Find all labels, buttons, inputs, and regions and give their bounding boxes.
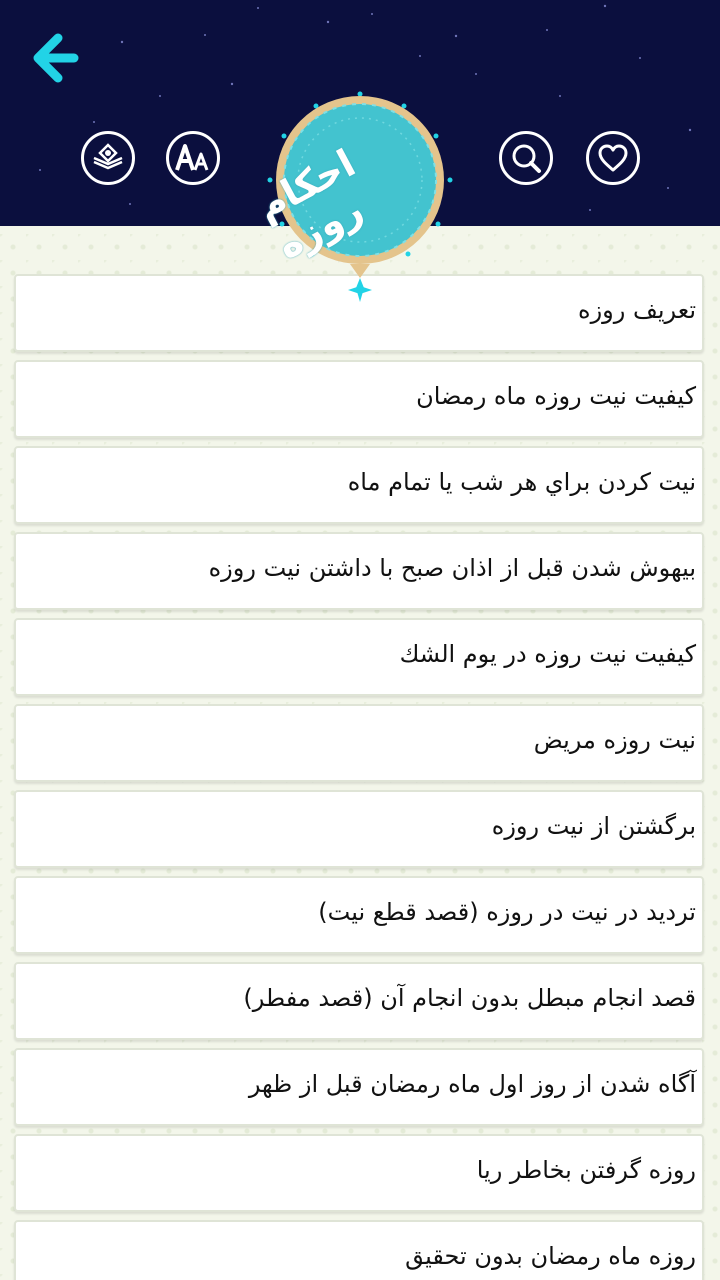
list-item[interactable] xyxy=(14,962,704,1040)
emblem-logo xyxy=(249,88,462,310)
search-button[interactable] xyxy=(499,131,553,185)
search-icon xyxy=(509,141,543,175)
list-item-label: تعريف روزه xyxy=(578,296,696,324)
list-item[interactable] xyxy=(14,876,704,954)
list-item-label: آگاه شدن از روز اول ماه رمضان قبل از ظهر xyxy=(248,1070,696,1098)
topic-list xyxy=(14,274,704,1280)
font-size-icon xyxy=(174,143,212,173)
back-button[interactable] xyxy=(28,30,84,86)
list-item-label: نيت روزه مريض xyxy=(533,726,696,754)
list-item[interactable] xyxy=(14,618,704,696)
list-item-label: نيت كردن براي هر شب يا تمام ماه xyxy=(347,468,696,496)
list-item-label: قصد انجام مبطل بدون انجام آن (قصد مفطر) xyxy=(243,984,696,1012)
list-item-label: كيفيت نيت روزه در يوم الشك xyxy=(399,640,696,668)
arrow-left-icon xyxy=(28,30,84,86)
list-item[interactable] xyxy=(14,360,704,438)
list-item[interactable] xyxy=(14,1134,704,1212)
list-item[interactable] xyxy=(14,1048,704,1126)
list-item-label: روزه گرفتن بخاطر ريا xyxy=(476,1156,696,1184)
list-item[interactable] xyxy=(14,704,704,782)
list-item-label: روزه ماه رمضان بدون تحقيق xyxy=(405,1242,696,1270)
quran-book-icon xyxy=(90,140,126,176)
list-item-label: كيفيت نيت روزه ماه رمضان xyxy=(416,382,696,410)
emblem-title: احکام روزه xyxy=(249,140,370,268)
list-item[interactable] xyxy=(14,790,704,868)
quran-button[interactable] xyxy=(81,131,135,185)
font-size-button[interactable] xyxy=(166,131,220,185)
list-item-label: بيهوش شدن قبل از اذان صبح با داشتن نيت روزه xyxy=(208,554,696,582)
list-item[interactable] xyxy=(14,446,704,524)
list-item-label: برگشتن از نيت روزه xyxy=(491,812,696,840)
list-item-label: ترديد در نيت در روزه (قصد قطع نيت) xyxy=(318,898,696,926)
favorites-button[interactable] xyxy=(586,131,640,185)
list-item[interactable] xyxy=(14,1220,704,1280)
list-item[interactable] xyxy=(14,532,704,610)
heart-icon xyxy=(596,142,630,174)
